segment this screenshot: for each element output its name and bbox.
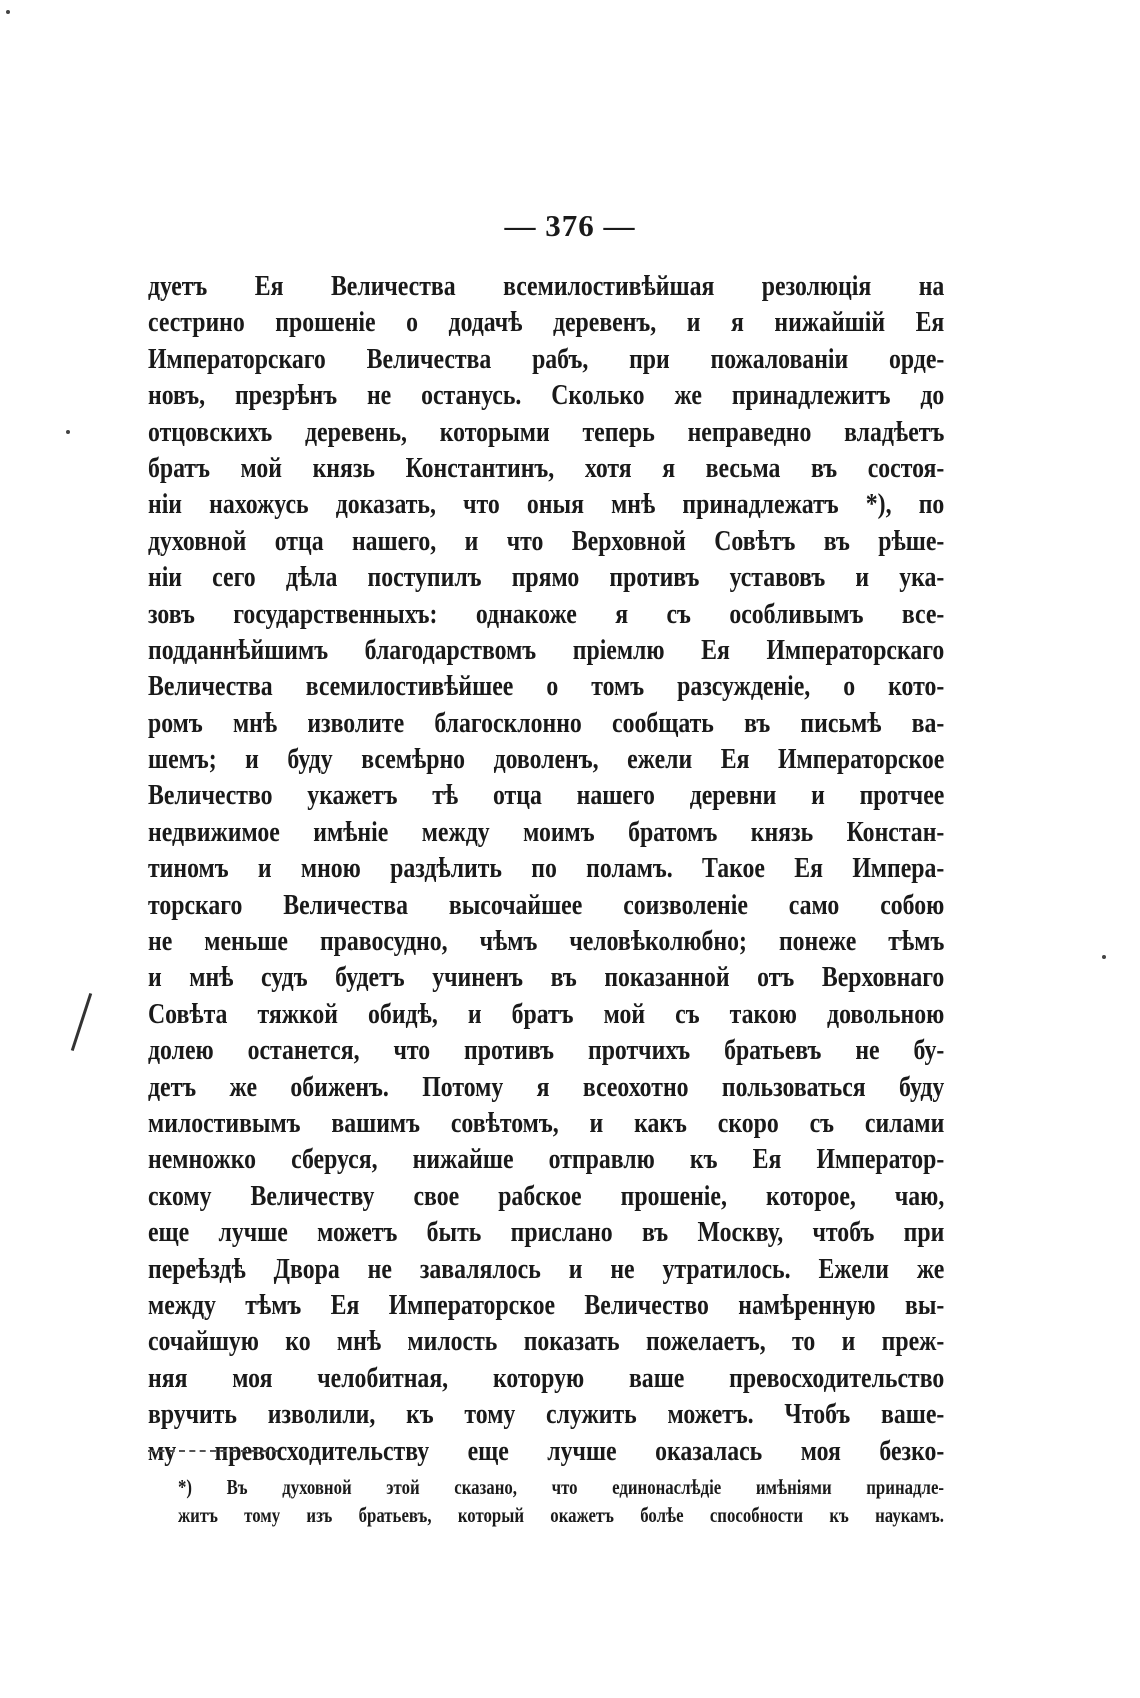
text-line: сестрино прошеніе о додачѣ деревенъ, и я нижайшій Ея: [148, 306, 945, 339]
text-line: торскаго Величества высочайшее соизволеніе само собою: [148, 888, 945, 921]
text-line: Императорскаго Величества рабъ, при пожалованіи орде-: [148, 342, 945, 375]
text-line: и мнѣ судъ будетъ учиненъ въ показанной отъ Верховнаго: [148, 961, 945, 994]
text-line: недвижимое имѣніе между моимъ братомъ князь Констан-: [148, 815, 945, 848]
footnote-rule: [148, 1450, 278, 1452]
text-line: немножко сберуся, нижайше отправлю къ Ея Император-: [148, 1143, 945, 1176]
body-text: [148, 268, 944, 1469]
text-line: шемъ; и буду всемѣрно доволенъ, ежели Ея Императорское: [148, 743, 945, 776]
text-line: ромъ мнѣ изволите благосклонно сообщать въ письмѣ ва-: [148, 706, 945, 739]
text-line: между тѣмъ Ея Императорское Величество намѣренную вы-: [148, 1288, 945, 1321]
text-line: не меньше правосудно, чѣмъ человѣколюбно; понеже тѣмъ: [148, 925, 945, 958]
text-line: Величества всемилостивѣйшее о томъ разсужденіе, о кото-: [148, 670, 945, 703]
text-line: зовъ государственныхъ: однакоже я съ особливымъ все-: [148, 597, 945, 630]
text-line: му превосходительству еще лучше оказалась моя безко-: [148, 1434, 945, 1467]
text-line: Совѣта тяжкой обидѣ, и братъ мой съ такою довольною: [148, 997, 945, 1030]
text-line: милостивымъ вашимъ совѣтомъ, и какъ скоро съ силами: [148, 1106, 945, 1139]
text-line: скому Величеству свое рабское прошеніе, которое, чаю,: [148, 1179, 945, 1212]
text-line: ніи сего дѣла поступилъ прямо противъ уставовъ и ука-: [148, 561, 945, 594]
footnote: [178, 1473, 944, 1529]
edge-dot: [1102, 955, 1106, 959]
text-line: новъ, презрѣнъ не останусь. Сколько же принадлежитъ до: [148, 379, 945, 412]
text-line: переѣздѣ Двора не завалялось и не утратилось. Ежели же: [148, 1252, 945, 1285]
text-line: детъ же обиженъ. Потому я всеохотно пользоваться буду: [148, 1070, 945, 1103]
text-line: духовной отца нашего, и что Верховной Совѣтъ въ рѣше-: [148, 524, 945, 557]
text-line: ніи нахожусь доказать, что оныя мнѣ принадлежатъ *), по: [148, 488, 945, 521]
margin-pencil-mark: [71, 993, 92, 1051]
text-line: еще лучше можетъ быть прислано въ Москву, чтобъ при: [148, 1216, 945, 1249]
text-line: подданнѣйшимъ благодарствомъ пріемлю Ея Императорскаго: [148, 633, 945, 666]
text-line: сочайшую ко мнѣ милость показать пожелаетъ, то и преж-: [148, 1325, 945, 1358]
text-line: Величество укажетъ тѣ отца нашего деревни и протчее: [148, 779, 945, 812]
text-line: няя моя челобитная, которую ваше превосходительство: [148, 1361, 945, 1394]
text-line: вручить изволили, къ тому служить можетъ. Чтобъ вашe-: [148, 1398, 945, 1431]
text-line: дуетъ Ея Величества всемилостивѣйшая резолюція на: [148, 270, 945, 302]
edge-dot: [6, 10, 10, 14]
edge-dot: [66, 430, 70, 434]
text-line: братъ мой князь Константинъ, хотя я весьма въ состоя-: [148, 451, 945, 484]
footnote-line: *) Въ духовной этой сказано, что единонаслѣдіе имѣніями принадле-: [178, 1475, 944, 1499]
footnote-line: житъ тому изъ братьевъ, который окажетъ болѣе способности къ наукамъ.: [178, 1503, 944, 1527]
page-number: — 376 —: [504, 208, 636, 243]
text-line: отцовскихъ деревень, которыми теперь неправедно владѣетъ: [148, 415, 945, 448]
text-line: долею останется, что противъ протчихъ братьевъ не бу-: [148, 1034, 945, 1067]
text-line: тиномъ и мною раздѣлить по поламъ. Такое Ея Импера-: [148, 852, 945, 885]
